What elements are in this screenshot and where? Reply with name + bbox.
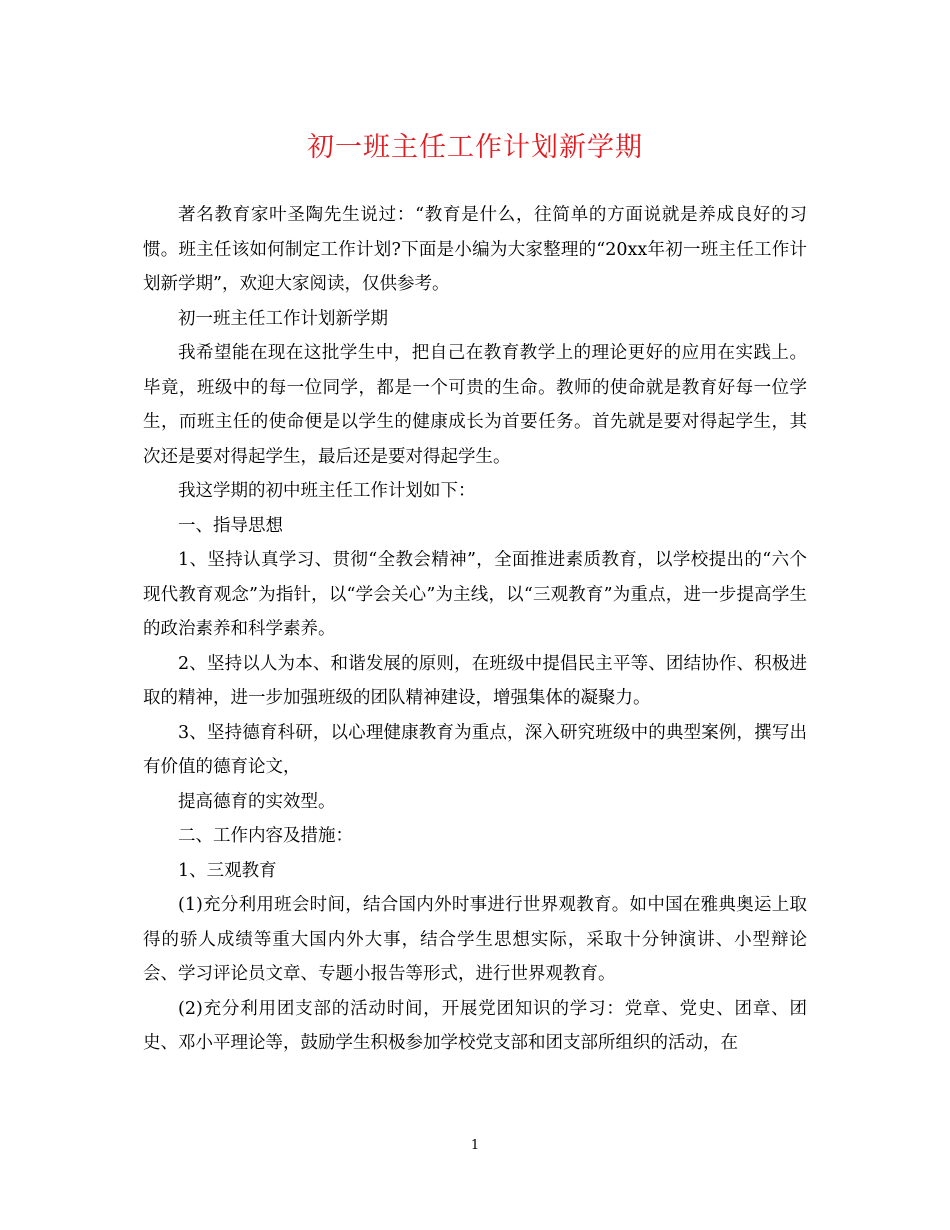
three-views-item-1: (1)充分利用班会时间，结合国内外时事进行世界观教育。如中国在雅典奥运上取得的骄人成绩等重大国内外大事，结合学生思想实际，采取十分钟演讲、小型辩论会、学习评论员文章、专题小报告等形式，进行世界观教育。 [143,895,807,984]
three-views-item-2: (2)充分利用团支部的活动时间，开展党团知识的学习：党章、党史、团章、团史、邓小平理论等，鼓励学生积极参加学校党支部和团支部所组织的活动，在 [143,998,807,1053]
guiding-item-1: 1、坚持认真学习、贯彻“全教会精神”，全面推进素质教育，以学校提出的“六个现代教育观念”为指针，以“学会关心”为主线，以“三观教育”为重点，进一步提高学生的政治素养和科学素养。 [143,550,807,639]
guiding-item-3: 3、坚持德育科研，以心理健康教育为重点，深入研究班级中的典型案例，撰写出有价值的德育论文， [143,722,807,777]
subtitle-paragraph: 初一班主任工作计划新学期 [178,308,388,329]
subsection-heading-three-views: 1、三观教育 [178,860,277,881]
plan-intro-paragraph: 我这学期的初中班主任工作计划如下： [178,481,476,501]
document-title: 初一班主任工作计划新学期 [307,132,643,163]
page-number: 1 [470,1138,480,1153]
document-body [143,198,807,1061]
intro-paragraph: 著名教育家叶圣陶先生说过：“教育是什么，往简单的方面说就是养成良好的习惯。班主任该如何制定工作计划?下面是小编为大家整理的“20xx年初一班主任工作计划新学期”，欢迎大家阅读，仅供参考。 [143,205,807,294]
section-heading-guiding-ideas: 一、指导思想 [178,515,283,536]
guiding-item-3-continued: 提高德育的实效型。 [178,791,336,812]
body-paragraph: 我希望能在现在这批学生中，把自己在教育教学上的理论更好的应用在实践上。毕竟，班级中的每一位同学，都是一个可贵的生命。教师的使命就是教育好每一位学生，而班主任的使命便是以学生的健康成长为首要任务。首先就是要对得起学生，其次还是要对得起学生，最后还是要对得起学生。 [143,343,807,467]
guiding-item-2: 2、坚持以人为本、和谐发展的原则，在班级中提倡民主平等、团结协作、积极进取的精神，进一步加强班级的团队精神建设，增强集体的凝聚力。 [143,653,807,708]
section-heading-work-content: 二、工作内容及措施： [178,826,353,846]
